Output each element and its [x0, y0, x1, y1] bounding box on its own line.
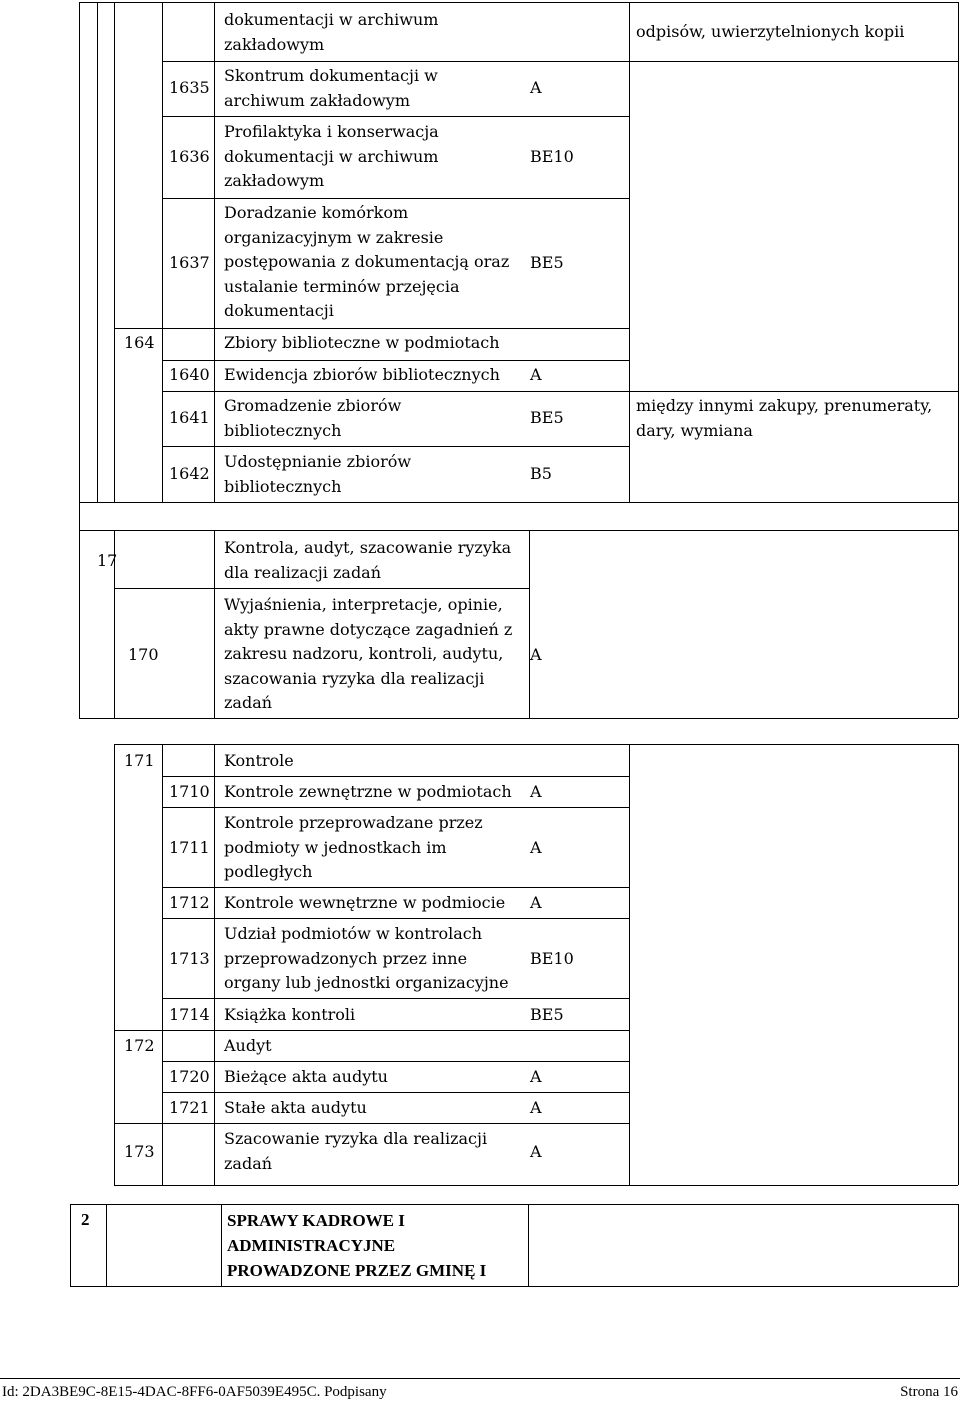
row-category: A [530, 893, 542, 912]
row-code: 1710 [169, 782, 210, 801]
rule [79, 2, 80, 530]
section-code: 2 [81, 1210, 90, 1229]
rule [97, 2, 98, 502]
page-number: Strona 16 [900, 1384, 958, 1400]
rule [162, 887, 630, 888]
row-code: 1635 [169, 78, 210, 97]
rule [958, 1204, 959, 1286]
row-title: Udostępnianie zbiorów bibliotecznych [224, 452, 412, 496]
row-code: 1636 [169, 147, 210, 166]
rule [162, 116, 630, 117]
rule [79, 718, 958, 719]
row-category: A [530, 1142, 542, 1161]
row-title: Doradzanie komórkom organizacyjnym w zakresie postępowania z dokumentacją oraz ustalanie terminów przejęcia dokumentacji [224, 203, 510, 320]
row-title: Gromadzenie zbiorów bibliotecznych [224, 396, 402, 440]
rule [114, 1123, 630, 1124]
footer-rule [0, 1378, 960, 1379]
row-title: Ewidencja zbiorów bibliotecznych [224, 365, 500, 384]
rule [958, 744, 959, 1185]
row-code: 1720 [169, 1067, 210, 1086]
rule [70, 1204, 958, 1205]
row-title: Kontrola, audyt, szacowanie ryzyka dla realizacji zadań [224, 538, 512, 582]
rule [70, 1204, 71, 1286]
rule [958, 2, 959, 530]
row-code: 170 [128, 645, 159, 664]
row-title: dokumentacji w archiwum zakładowym [224, 10, 439, 54]
row-code: 171 [124, 751, 155, 770]
rule [162, 198, 630, 199]
row-category: A [530, 1067, 542, 1086]
rule [162, 918, 630, 919]
row-code: 1637 [169, 253, 210, 272]
rule [162, 391, 958, 392]
rule [162, 61, 958, 62]
rule [629, 744, 630, 1185]
row-code: 1711 [169, 838, 210, 857]
row-category: BE5 [530, 253, 564, 272]
rule [114, 1185, 958, 1186]
section-title: SPRAWY KADROWE I ADMINISTRACYJNE PROWADZONE PRZEZ GMINĘ I [227, 1211, 487, 1280]
document-id: Id: 2DA3BE9C-8E15-4DAC-8FF6-0AF5039E495C. Podpisany [2, 1384, 387, 1400]
rule [114, 1030, 630, 1031]
row-category: BE5 [530, 1005, 564, 1024]
row-title: Wyjaśnienia, interpretacje, opinie, akty prawne dotyczące zagadnień z zakresu nadzoru, kontroli, audytu, szacowania ryzyka dla realizacji zadań [224, 595, 513, 712]
row-category: A [530, 645, 542, 664]
rule [214, 2, 215, 502]
row-title: Kontrole wewnętrzne w podmiocie [224, 893, 506, 912]
rule [958, 530, 959, 718]
rule [114, 328, 630, 329]
rule [79, 530, 958, 531]
row-title: Udział podmiotów w kontrolach przeprowadzonych przez inne organy lub jednostki organizacyjne [224, 924, 509, 992]
rule [114, 744, 115, 1185]
notes-cell: między innymi zakupy, prenumeraty, dary, wymiana [636, 396, 933, 440]
row-category: BE10 [530, 949, 574, 968]
row-category: A [530, 1098, 542, 1117]
row-code: 164 [124, 333, 155, 352]
row-category: B5 [530, 464, 552, 483]
rule [162, 1061, 630, 1062]
rule [162, 998, 630, 999]
rule [528, 1204, 529, 1286]
row-code: 1714 [169, 1005, 210, 1024]
row-title: Szacowanie ryzyka dla realizacji zadań [224, 1129, 488, 1173]
row-code: 1642 [169, 464, 210, 483]
row-category: BE5 [530, 408, 564, 427]
row-code: 1712 [169, 893, 210, 912]
row-code: 173 [124, 1142, 155, 1161]
rule [106, 1204, 107, 1286]
row-code: 172 [124, 1036, 155, 1055]
row-title: Profilaktyka i konserwacja dokumentacji w archiwum zakładowym [224, 122, 439, 190]
rule [70, 1286, 958, 1287]
row-title: Audyt [224, 1036, 272, 1055]
row-category: A [530, 838, 542, 857]
rule [114, 588, 529, 589]
rule [629, 2, 630, 502]
rule [162, 2, 163, 502]
row-title: Kontrole zewnętrzne w podmiotach [224, 782, 512, 801]
rule [214, 744, 215, 1185]
rule [162, 446, 630, 447]
rule [114, 744, 958, 745]
rule [79, 2, 958, 3]
row-code: 1641 [169, 408, 210, 427]
rule [162, 744, 163, 1185]
row-title: Zbiory biblioteczne w podmiotach [224, 333, 500, 352]
row-title: Książka kontroli [224, 1005, 356, 1024]
notes-cell: odpisów, uwierzytelnionych kopii [636, 22, 905, 41]
row-title: Stałe akta audytu [224, 1098, 367, 1117]
row-code: 17 [97, 551, 118, 570]
row-category: A [530, 78, 542, 97]
row-category: BE10 [530, 147, 574, 166]
rule [529, 530, 530, 718]
rule [79, 502, 958, 503]
rule [162, 807, 630, 808]
rule [214, 530, 215, 718]
row-title: Skontrum dokumentacji w archiwum zakładowym [224, 66, 438, 110]
rule [114, 2, 115, 502]
row-code: 1640 [169, 365, 210, 384]
rule [221, 1204, 222, 1286]
rule [79, 530, 80, 718]
row-code: 1713 [169, 949, 210, 968]
row-title: Kontrole przeprowadzane przez podmioty w jednostkach im podległych [224, 813, 483, 881]
row-category: A [530, 365, 542, 384]
row-title: Bieżące akta audytu [224, 1067, 388, 1086]
row-category: A [530, 782, 542, 801]
rule [162, 776, 630, 777]
rule [162, 1092, 630, 1093]
row-title: Kontrole [224, 751, 294, 770]
rule [162, 360, 630, 361]
row-code: 1721 [169, 1098, 210, 1117]
